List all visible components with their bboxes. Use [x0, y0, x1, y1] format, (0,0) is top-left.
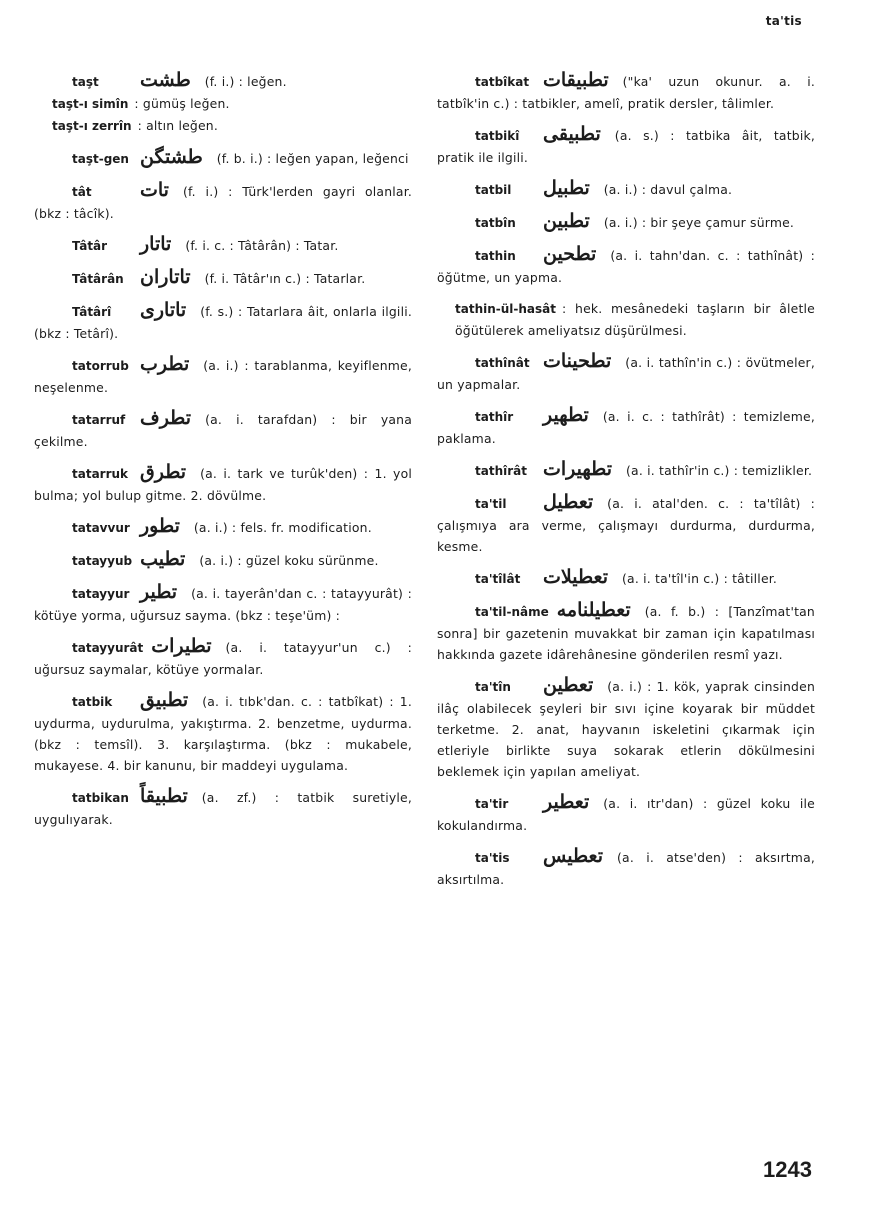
entry-arabic-script: تطرب: [140, 353, 190, 375]
entry-definition: (a. i.) : güzel koku sürünme.: [199, 553, 379, 568]
entry-headword: ta'til: [475, 497, 507, 511]
entry-headword: tatarruf: [72, 413, 126, 427]
entry-arabic-script: تطيرات: [151, 635, 212, 657]
entry-definition: (a. i. ıtr'dan) : güzel koku ile kokulandırma.: [437, 796, 815, 833]
dictionary-entry: [34, 786, 412, 830]
entry-arabic-script: تات: [140, 179, 169, 201]
entry-headword: tathîrât: [475, 464, 527, 478]
dictionary-entry: [437, 211, 815, 234]
dictionary-entry: [437, 298, 815, 341]
dictionary-entry: [34, 582, 412, 626]
dictionary-entry: [437, 124, 815, 168]
entry-definition: (a. i. c. : tathîrât) : temizleme, paklama.: [437, 409, 815, 446]
entry-arabic-script: تطبيقاً: [140, 785, 188, 807]
entry-definition: (f. i. c. : Tâtârân) : Tatar.: [185, 238, 339, 253]
entry-headword: ta'tis: [475, 851, 510, 865]
entry-arabic-script: تعطيل: [543, 491, 594, 513]
entry-arabic-script: تعطين: [543, 674, 594, 696]
entry-headword: tatayyurât: [72, 641, 144, 655]
entry-arabic-script: تطرق: [140, 461, 187, 483]
dictionary-entry: [437, 178, 815, 201]
entry-headword: tatavvur: [72, 521, 130, 535]
entry-headword: taşt: [72, 75, 99, 89]
entry-definition: (f. i. Tâtâr'ın c.) : Tatarlar.: [204, 271, 366, 286]
entry-definition: (a. i.) : davul çalma.: [603, 182, 733, 197]
dictionary-entry: [34, 690, 412, 776]
entry-definition: (a. zf.) : tatbik suretiyle, uygulıyarak.: [34, 790, 412, 827]
entry-headword: tatbik: [72, 695, 113, 709]
entry-definition: (a. i. tathîr'in c.) : temizlikler.: [626, 463, 813, 478]
dictionary-entry: [34, 147, 412, 170]
dictionary-entry: [34, 115, 412, 137]
entry-headword: tatbikî: [475, 129, 520, 143]
guide-word: ta'tis: [765, 14, 802, 28]
entry-arabic-script: تطبين: [543, 210, 590, 232]
entry-headword: tatbîkat: [475, 75, 530, 89]
entry-definition: (a. i. tahn'dan. c. : tathînât) : öğütme, un yapma.: [437, 248, 815, 285]
entry-definition: (a. i.) : 1. kök, yaprak cinsinden ilâç olabilecek şeyleri bir sıvı içine koyarak bir müddet terketme. 2. anat, hayvanın iskeletini çıkarmak için etleriyle birlikte suya sokarak etlerin dökülmesini beklemek için yapılan ameliyat.: [437, 679, 815, 779]
entry-definition: (f. s.) : Tatarlara âit, onlarla ilgili. (bkz : Tetârî).: [34, 304, 412, 341]
dictionary-entry: [437, 792, 815, 836]
entry-arabic-script: تاتاران: [140, 266, 191, 288]
dictionary-entry: [437, 70, 815, 114]
left-column: [34, 70, 412, 840]
entry-definition: (a. i. tarafdan) : bir yana çekilme.: [34, 412, 412, 449]
dictionary-entry: [437, 351, 815, 395]
entry-definition: (f. i.) : leğen.: [204, 74, 287, 89]
entry-arabic-script: تطهير: [543, 404, 589, 426]
dictionary-entry: [437, 675, 815, 782]
entry-definition: (a. i. tark ve turûk'den) : 1. yol bulma; yol bulup gitme. 2. dövülme.: [34, 466, 412, 503]
entry-definition: (a. i. tayerân'dan c. : tatayyurât) : kötüye yorma, uğursuz sayma. (bkz : teşe'üm) :: [34, 586, 412, 623]
entry-headword: tathin: [475, 249, 516, 263]
entry-definition: (a. s.) : tatbika âit, tatbik, pratik ile ilgili.: [437, 128, 815, 165]
entry-headword: Tâtârân: [72, 272, 124, 286]
entry-headword: tatarruk: [72, 467, 129, 481]
entry-headword: ta'tîlât: [475, 572, 521, 586]
entry-headword: tatorrub: [72, 359, 129, 373]
entry-arabic-script: تطيب: [140, 548, 186, 570]
entry-headword: taşt-ı zerrîn: [52, 119, 132, 133]
entry-arabic-script: تطهيرات: [543, 458, 613, 480]
entry-headword: tatayyur: [72, 587, 130, 601]
entry-arabic-script: تعطير: [543, 791, 590, 813]
dictionary-entry: [437, 567, 815, 590]
dictionary-entry: [34, 234, 412, 257]
dictionary-entry: [34, 267, 412, 290]
dictionary-entry: [34, 408, 412, 452]
dictionary-entry: [437, 600, 815, 665]
entry-headword: tathîr: [475, 410, 514, 424]
entry-arabic-script: تطرف: [140, 407, 192, 429]
entry-arabic-script: تعطيس: [543, 845, 603, 867]
entry-arabic-script: تاتار: [140, 233, 172, 255]
entry-definition: (f. i.) : Türk'lerden gayri olanlar. (bkz : tâcîk).: [34, 184, 412, 221]
entry-headword: tât: [72, 185, 92, 199]
entry-arabic-script: تطحين: [543, 243, 597, 265]
entry-headword: tathînât: [475, 356, 530, 370]
entry-definition: : hek. mesânedeki taşların bir âletle öğütülerek ameliyatsız düşürülmesi.: [455, 301, 815, 338]
entry-definition: (a. i.) : fels. fr. modification.: [193, 520, 372, 535]
dictionary-entry: [34, 70, 412, 93]
right-column: [437, 70, 815, 900]
entry-headword: tatbikan: [72, 791, 129, 805]
entry-arabic-script: طشتگن: [140, 146, 203, 168]
entry-headword: ta'til-nâme: [475, 605, 549, 619]
entry-headword: ta'tîn: [475, 680, 511, 694]
entry-definition: (a. i. tıbk'dan. c. : tatbîkat) : 1. uydurma, uydurulma, yakıştırma. 2. benzetme, uydurma. (bkz : temsîl). 3. karşılaştırma. (bkz : mukabele, mukayese. 4. bir kanunu, bir maddeyi uygulama.: [34, 694, 412, 773]
dictionary-entry: [34, 300, 412, 344]
entry-definition: (f. b. i.) : leğen yapan, leğenci: [216, 151, 409, 166]
dictionary-entry: [437, 459, 815, 482]
dictionary-entry: [34, 549, 412, 572]
dictionary-entry: [437, 244, 815, 288]
entry-definition: (a. i. tathîn'in c.) : övütmeler, un yapmalar.: [437, 355, 815, 392]
entry-definition: : altın leğen.: [137, 118, 218, 133]
entry-definition: (a. i.) : bir şeye çamur sürme.: [603, 215, 795, 230]
page-number: 1243: [763, 1157, 812, 1182]
entry-arabic-script: تطير: [140, 581, 178, 603]
entry-arabic-script: طشت: [140, 69, 191, 91]
entry-definition: : gümüş leğen.: [134, 96, 230, 111]
dictionary-entry: [34, 354, 412, 398]
entry-headword: tatayyub: [72, 554, 133, 568]
entry-headword: tatbil: [475, 183, 512, 197]
entry-headword: taşt-gen: [72, 152, 129, 166]
dictionary-entry: [34, 180, 412, 224]
dictionary-entry: [34, 636, 412, 680]
entry-arabic-script: تطحينات: [543, 350, 612, 372]
dictionary-entry: [437, 846, 815, 890]
entry-headword: tathin-ül-hasât: [455, 302, 557, 316]
entry-definition: (a. i. atse'den) : aksırtma, aksırtılma.: [437, 850, 815, 887]
entry-headword: Tâtârî: [72, 305, 112, 319]
entry-definition: (a. i. tatayyur'un c.) : uğursuz saymalar, kötüye yormalar.: [34, 640, 412, 677]
entry-arabic-script: تطور: [140, 515, 180, 537]
dictionary-entry: [34, 516, 412, 539]
entry-headword: Tâtâr: [72, 239, 108, 253]
entry-arabic-script: تطبيل: [543, 177, 590, 199]
entry-definition: (a. f. b.) : [Tanzîmat'tan sonra] bir gazetenin muvakkat bir zaman için kapatılması hakkında gazete idârehânesine gönderilen resmî yazı.: [437, 604, 815, 662]
entry-headword: taşt-ı simîn: [52, 97, 129, 111]
entry-definition: ("ka' uzun okunur. a. i. tatbîk'in c.) : tatbikler, amelî, pratik dersler, tâlimler.: [437, 74, 815, 111]
entry-arabic-script: تطبيقات: [543, 69, 609, 91]
entry-arabic-script: تاتاری: [140, 299, 187, 321]
entry-headword: tatbîn: [475, 216, 516, 230]
entry-definition: (a. i. ta'tîl'in c.) : tâtiller.: [622, 571, 778, 586]
entry-definition: (a. i.) : tarablanma, keyiflenme, neşelenme.: [34, 358, 412, 395]
dictionary-entry: [437, 492, 815, 557]
entry-arabic-script: تعطيلنامه: [556, 599, 631, 621]
entry-arabic-script: تطبيقى: [543, 123, 601, 145]
dictionary-entry: [437, 405, 815, 449]
entry-headword: ta'tir: [475, 797, 509, 811]
entry-definition: (a. i. atal'den. c. : ta'tîlât) : çalışmıya ara verme, çalışmayı durdurma, durdurma, kesme.: [437, 496, 815, 554]
entry-arabic-script: تطبيق: [140, 689, 189, 711]
dictionary-entry: [34, 462, 412, 506]
entry-arabic-script: تعطيلات: [543, 566, 608, 588]
dictionary-entry: [34, 93, 412, 115]
